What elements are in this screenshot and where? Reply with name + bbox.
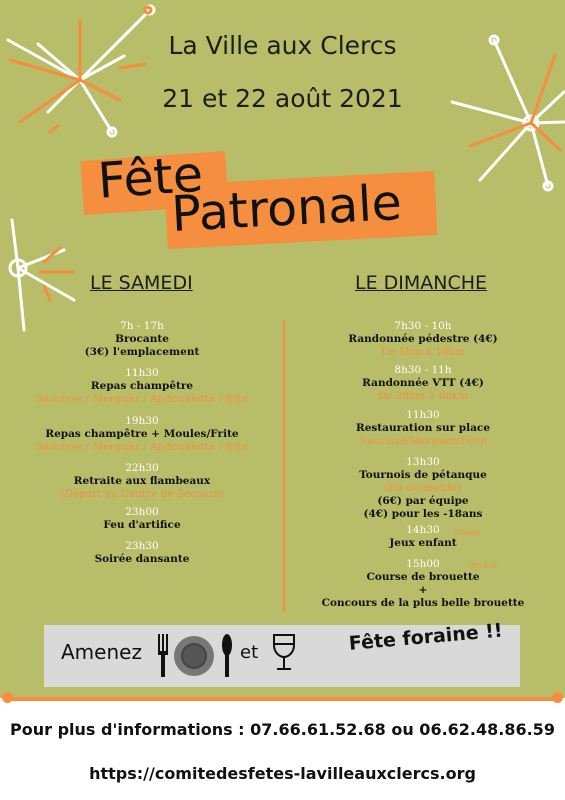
gratuit-tag: (Gratuit) <box>454 530 480 537</box>
website-link[interactable]: https://comitedesfetes-lavilleauxclercs.org <box>89 764 476 783</box>
event-petanque: 13h30 Tournois de pétanque (En doublette) (6€) par équipe (4€) pour les -18ans <box>359 456 487 520</box>
event-soiree: 23h30 Soirée dansante <box>94 540 190 565</box>
contact-info: Pour plus d'informations : 07.66.61.52.68 ou 06.62.48.86.59 <box>10 720 555 739</box>
event-repas-midi: 11h30 Repas champêtre Saucisse / Merguez / Andouillette / frite <box>35 367 249 405</box>
banner-line-2: Patronale <box>170 173 404 243</box>
column-divider <box>283 320 285 612</box>
saturday-title: LE SAMEDI <box>90 272 193 294</box>
et-text: et <box>240 642 259 663</box>
divider-dot-left <box>2 692 13 703</box>
footer-divider <box>7 697 558 701</box>
event-brouette: 15h00 Course de brouette + Concours de la plus belle brouette <box>321 558 525 609</box>
event-randonnee-pedestre: 7h30 - 10h Randonnée pédestre (4€) De 5km à 10km <box>348 320 498 358</box>
event-jeux-enfant: 14h30 Jeux enfant <box>389 524 457 549</box>
event-dates: 21 et 22 août 2021 <box>162 84 403 113</box>
event-brocante: 7h - 17h Brocante (3€) l'emplacement <box>84 320 200 358</box>
sunday-title: LE DIMANCHE <box>355 272 488 294</box>
event-flambeaux: 22h30 Retraite aux flambeaux (Départ au Centre de Secours) <box>60 462 224 500</box>
event-randonnee-vtt: 8h30 - 11h Randonnée VTT (4€) De 28km à 68km <box>362 364 484 402</box>
divider-dot-right <box>552 692 563 703</box>
town-title: La Ville aux Clercs <box>168 31 397 60</box>
event-restauration: 11h30 Restauration sur place Saucisse/Merguez/Frite <box>355 409 490 447</box>
fete-foraine-text: Fête foraine !! <box>348 619 504 655</box>
event-feu-artifice: 23h00 Feu d'artifice <box>103 506 181 531</box>
plate-cutlery-icon <box>154 631 236 681</box>
event-repas-soir: 19h30 Repas champêtre + Moules/Frite Saucisse / Merguez / Andouillette / frite <box>35 415 249 453</box>
banner-line-1: Fête <box>96 145 205 210</box>
wine-glass-icon <box>270 633 298 673</box>
duo-tag: (En duo) <box>470 563 497 570</box>
amenez-text: Amenez <box>61 640 142 664</box>
